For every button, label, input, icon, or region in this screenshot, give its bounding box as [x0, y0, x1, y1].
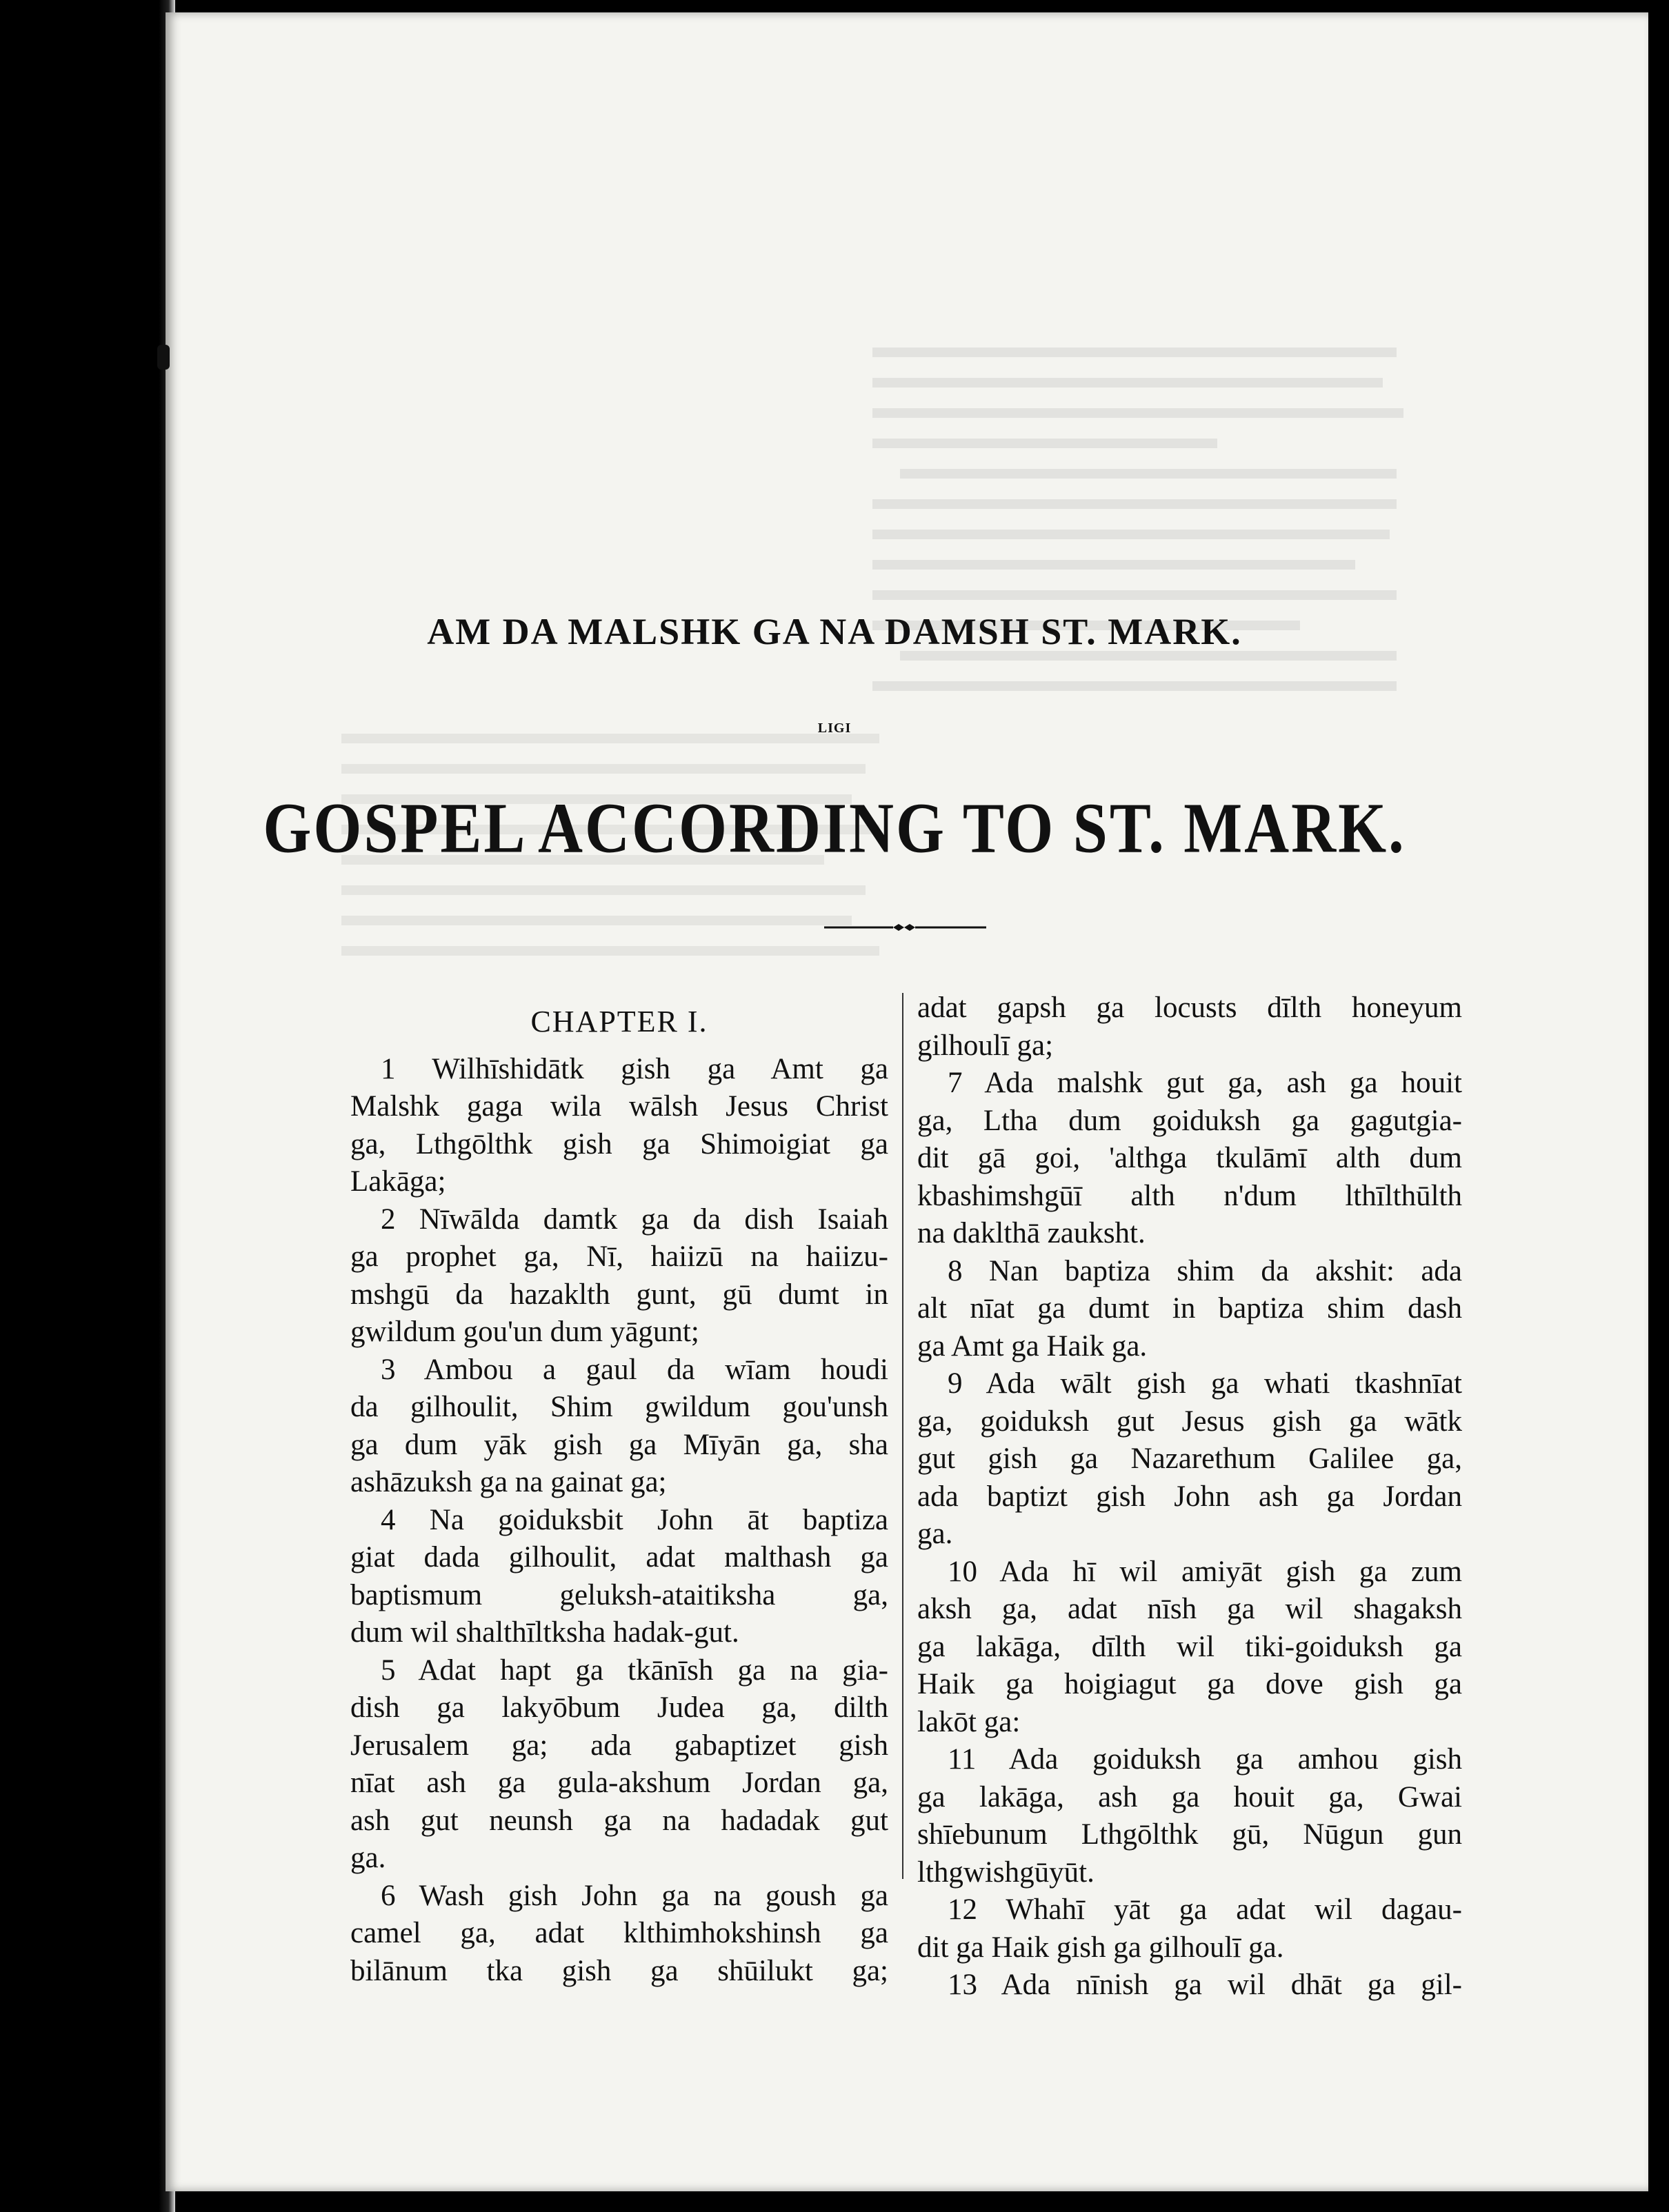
- text-line: ga, goiduksh gut Jesus gish ga wātk: [917, 1405, 1462, 1438]
- text-line: bilānum tka gish ga shūilukt ga;: [350, 1954, 888, 1987]
- text-line: adat gapsh ga locusts dīlth honeyum: [917, 992, 1462, 1024]
- text-line: ga lakāga, dīlth wil tiki-goiduksh ga: [917, 1630, 1462, 1663]
- text-line: gut gish ga Nazarethum Galilee ga,: [917, 1442, 1462, 1475]
- text-line: giat dada gilhoulit, adat malthash ga: [350, 1541, 888, 1573]
- text-line: 13 Ada nīnish ga wil dhāt ga gil-: [948, 1969, 1462, 2001]
- left-column-lines: [350, 1051, 888, 1991]
- page-heading-native: AM DA MALSHK GA NA DAMSH ST. MARK.: [427, 611, 1242, 652]
- text-line: 11 Ada goiduksh ga amhou gish: [948, 1743, 1462, 1776]
- text-line: na daklthā zauksht.: [917, 1217, 1146, 1249]
- text-line: Lakāga;: [350, 1165, 446, 1198]
- text-line: ga Amt ga Haik ga.: [917, 1329, 1148, 1363]
- chapter-heading: CHAPTER I.: [530, 1005, 708, 1038]
- text-line: ga lakāga, ash ga houit ga, Gwai: [917, 1780, 1462, 1813]
- text-line: Malshk gaga wila wālsh Jesus Christ: [350, 1090, 888, 1123]
- text-line: 6 Wash gish John ga na goush ga: [381, 1879, 888, 1912]
- text-line: 8 Nan baptiza shim da akshit: ada: [948, 1254, 1462, 1287]
- text-line: Jerusalem ga; ada gabaptizet gish: [350, 1729, 888, 1762]
- text-line: ga.: [917, 1518, 953, 1550]
- text-line: ga dum yāk gish ga Mīyān ga, sha: [350, 1428, 888, 1461]
- show-through-lines: [872, 334, 1424, 720]
- text-line: Haik ga hoigiagut ga dove gish ga: [917, 1668, 1462, 1700]
- text-line: mshgū da hazaklth gunt, gū dumt in: [350, 1278, 888, 1311]
- text-line: ga prophet ga, Nī, haiizū na haiizu-: [350, 1240, 888, 1273]
- text-line: gilhoulī ga;: [917, 1029, 1054, 1062]
- text-line: 5 Adat hapt ga tkānīsh ga na gia-: [381, 1653, 888, 1687]
- text-line: gwildum gou'un dum yāgunt;: [350, 1316, 699, 1348]
- text-line: 7 Ada malshk gut ga, ash ga houit: [948, 1067, 1462, 1099]
- text-line: 12 Whahī yāt ga adat wil dagau-: [948, 1893, 1462, 1926]
- text-line: dum wil shalthīltksha hadak-gut.: [350, 1616, 739, 1649]
- binding-thread-mark: [157, 345, 170, 370]
- text-line: dit gā goi, 'althga tkulāmī alth dum: [917, 1142, 1462, 1174]
- right-column-lines: [917, 989, 1462, 2004]
- text-line: ga.: [350, 1842, 386, 1874]
- text-line: kbashimshgūī alth n'dum lthīlthūlth: [917, 1179, 1462, 1212]
- text-line: 2 Nīwālda damtk ga da dish Isaiah: [381, 1203, 888, 1236]
- text-line: ga, Ltha dum goiduksh ga gagutgia-: [917, 1104, 1462, 1137]
- text-line: nīat ash ga gula-akshum Jordan ga,: [350, 1767, 888, 1799]
- text-line: shīebunum Lthgōlthk gū, Nūgun gun: [917, 1818, 1462, 1851]
- text-line: dit ga Haik gish ga gilhoulī ga.: [917, 1931, 1284, 1964]
- text-line: lthgwishgūyūt.: [917, 1856, 1095, 1889]
- text-column-left: [350, 989, 888, 1990]
- text-line: lakōt ga:: [917, 1705, 1021, 1738]
- text-line: ash gut neunsh ga na hadadak gut: [350, 1804, 888, 1837]
- text-line: ada baptizt gish John ash ga Jordan: [917, 1480, 1462, 1513]
- show-through-lines-left: [341, 727, 893, 1016]
- column-divider: [902, 993, 903, 1879]
- text-line: 1 Wilhīshidātk gish ga Amt ga: [381, 1052, 888, 1085]
- text-line: dish ga lakyōbum Judea ga, dilth: [350, 1691, 888, 1724]
- text-line: aksh ga, adat nīsh ga wil shagaksh: [917, 1593, 1462, 1625]
- heading-connector: LIGI: [817, 721, 852, 736]
- text-line: ga, Lthgōlthk gish ga Shimoigiat ga: [350, 1127, 888, 1160]
- text-line: ashāzuksh ga na gainat ga;: [350, 1466, 667, 1498]
- text-column-right: [917, 989, 1462, 2004]
- ornament-rule: [824, 924, 986, 931]
- page-heading-english: GOSPEL ACCORDING TO ST. MARK.: [263, 789, 1406, 868]
- text-line: camel ga, adat klthimhokshinsh ga: [350, 1917, 888, 1949]
- text-line: alt nīat ga dumt in baptiza shim dash: [917, 1292, 1462, 1325]
- text-line: 3 Ambou a gaul da wīam houdi: [381, 1353, 888, 1386]
- text-line: 4 Na goiduksbit John āt baptiza: [381, 1503, 888, 1536]
- text-line: 10 Ada hī wil amiyāt gish ga zum: [948, 1555, 1462, 1588]
- text-line: 9 Ada wālt gish ga whati tkashnīat: [948, 1367, 1462, 1400]
- text-line: da gilhoulit, Shim gwildum gou'unsh: [350, 1391, 888, 1423]
- text-line: baptismum geluksh-ataitiksha ga,: [350, 1578, 888, 1611]
